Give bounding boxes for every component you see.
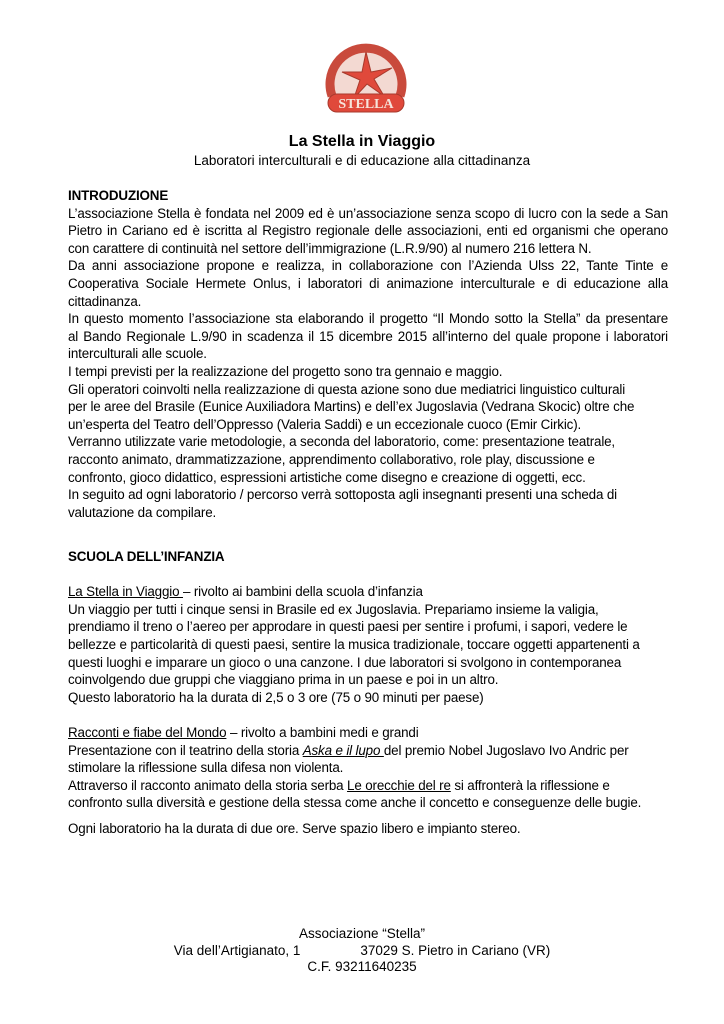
- text-line: Pietro in Cariano ed è iscritta al Registro regionale delle associazioni, enti ed organismi che operano: [68, 223, 668, 239]
- text-line: valutazione da compilare.: [68, 504, 217, 520]
- text-line: Questo laboratorio ha la durata di 2,5 o 3 ore (75 o 90 minuti per paese): [68, 689, 484, 705]
- text-line: [68, 583, 668, 601]
- associazione-stella-logo: [318, 34, 414, 118]
- text-line: Cooperativa Sociale Hermete Onlus, i laboratori di animazione interculturale e di educazione alla: [68, 275, 668, 291]
- infanzia-heading: SCUOLA DELL’INFANZIA: [68, 549, 225, 564]
- text-line: I tempi previsti per la realizzazione del progetto sono tra gennaio e maggio.: [68, 363, 503, 379]
- footer: [0, 926, 724, 976]
- infanzia-section: [68, 548, 668, 838]
- text-line: questi luoghi e imparare un gioco o una canzone. I due laboratori si svolgono in contemporanea: [68, 654, 622, 670]
- intro-section: [68, 187, 668, 521]
- text-segment: – rivolto ai bambini della scuola d’infanzia: [182, 584, 423, 600]
- footer-name: Associazione “Stella”: [298, 926, 426, 941]
- text-line: [68, 724, 668, 742]
- intro-heading: INTRODUZIONE: [68, 188, 169, 203]
- text-line: [68, 742, 668, 760]
- text-line: Verranno utilizzate varie metodologie, a seconda del laboratorio, come: presentazione teatrale,: [68, 434, 616, 450]
- text-line: confronto sulla diversità e gestione della stessa come anche il concetto e conseguenze delle bugie.: [68, 795, 642, 811]
- footer-cf: C.F. 93211640235: [307, 959, 417, 974]
- footer-street: Via dell’Artigianato, 1: [173, 942, 301, 958]
- text-line: bellezze e particolarità di questi paesi, sentire la musica tradizionale, toccare oggetti appartenenti a: [68, 636, 640, 652]
- title-reference: Le orecchie del re: [347, 777, 451, 793]
- text-line: Un viaggio per tutti i cinque sensi in Brasile ed ex Jugoslavia. Prepariamo insieme la valigia,: [68, 601, 599, 617]
- footer-city: 37029 S. Pietro in Cariano (VR): [360, 942, 551, 958]
- text-line: stimolare la riflessione sulla difesa non violenta.: [68, 760, 344, 776]
- text-line: con carattere di continuità nel settore dell’immigrazione (L.R.9/90) al numero 216 lettera N.: [68, 240, 592, 256]
- text-segment: si affronterà la riflessione e: [450, 777, 610, 793]
- title-reference: La Stella in Viaggio: [68, 584, 183, 600]
- text-line: confronto, gioco didattico, espressioni artistiche come disegno e creazione di oggetti, ecc.: [68, 469, 586, 485]
- page-title: La Stella in Viaggio: [288, 133, 436, 150]
- svg-text:STELLA: STELLA: [338, 97, 394, 112]
- text-line: un’esperta del Teatro dell’Oppresso (Valeria Saddi) e un eccezionale cuoco (Emir Cirkic).: [68, 416, 582, 432]
- text-line: In seguito ad ogni laboratorio / percorso verrà sottoposta agli insegnanti presenti una scheda di: [68, 487, 617, 503]
- text-line: In questo momento l’associazione sta elaborando il progetto “Il Mondo sotto la Stella” da presentare: [68, 311, 668, 327]
- text-line: al Bando Regionale L.9/90 in scadenza il 15 dicembre 2015 all’interno del quale propone i laboratori: [68, 328, 668, 344]
- page-subtitle: Laboratori interculturali e di educazione alla cittadinanza: [193, 153, 531, 168]
- text-line: Da anni associazione propone e realizza, in collaborazione con l’Azienda Ulss 22, Tante Tinte e: [68, 258, 668, 274]
- text-line: prendiamo il treno o l’aereo per approdare in questi paesi per sentire i profumi, i sapori, vedere le: [68, 619, 628, 635]
- text-line: L’associazione Stella è fondata nel 2009 ed è un’associazione senza scopo di lucro con la sede a San: [68, 205, 668, 221]
- text-line: cittadinanza.: [68, 293, 142, 309]
- title-reference: Aska e il lupo: [302, 742, 384, 758]
- text-line: racconto animato, drammatizzazione, apprendimento collaborativo, role play, discussione e: [68, 451, 595, 467]
- text-line: coinvolgendo due gruppi che viaggiano prima in un paese e poi in un altro.: [68, 672, 499, 688]
- text-line: Gli operatori coinvolti nella realizzazione di questa azione sono due mediatrici linguistico culturali: [68, 381, 626, 397]
- text-segment: Presentazione con il teatrino della storia: [68, 742, 303, 758]
- text-segment: – rivolto a bambini medi e grandi: [226, 724, 419, 740]
- text-segment: del premio Nobel Jugoslavo Ivo Andric per: [383, 742, 629, 758]
- text-line: interculturali alle scuole.: [68, 346, 207, 362]
- title-reference: Racconti e fiabe del Mondo: [68, 724, 227, 740]
- text-segment: Attraverso il racconto animato della storia serba: [68, 777, 348, 793]
- text-line: per le aree del Brasile (Eunice Auxiliadora Martins) e dell’ex Jugoslavia (Vedrana Skocic) oltre che: [68, 399, 635, 415]
- closing-note: Ogni laboratorio ha la durata di due ore. Serve spazio libero e impianto stereo.: [68, 820, 521, 836]
- text-line: [68, 777, 668, 795]
